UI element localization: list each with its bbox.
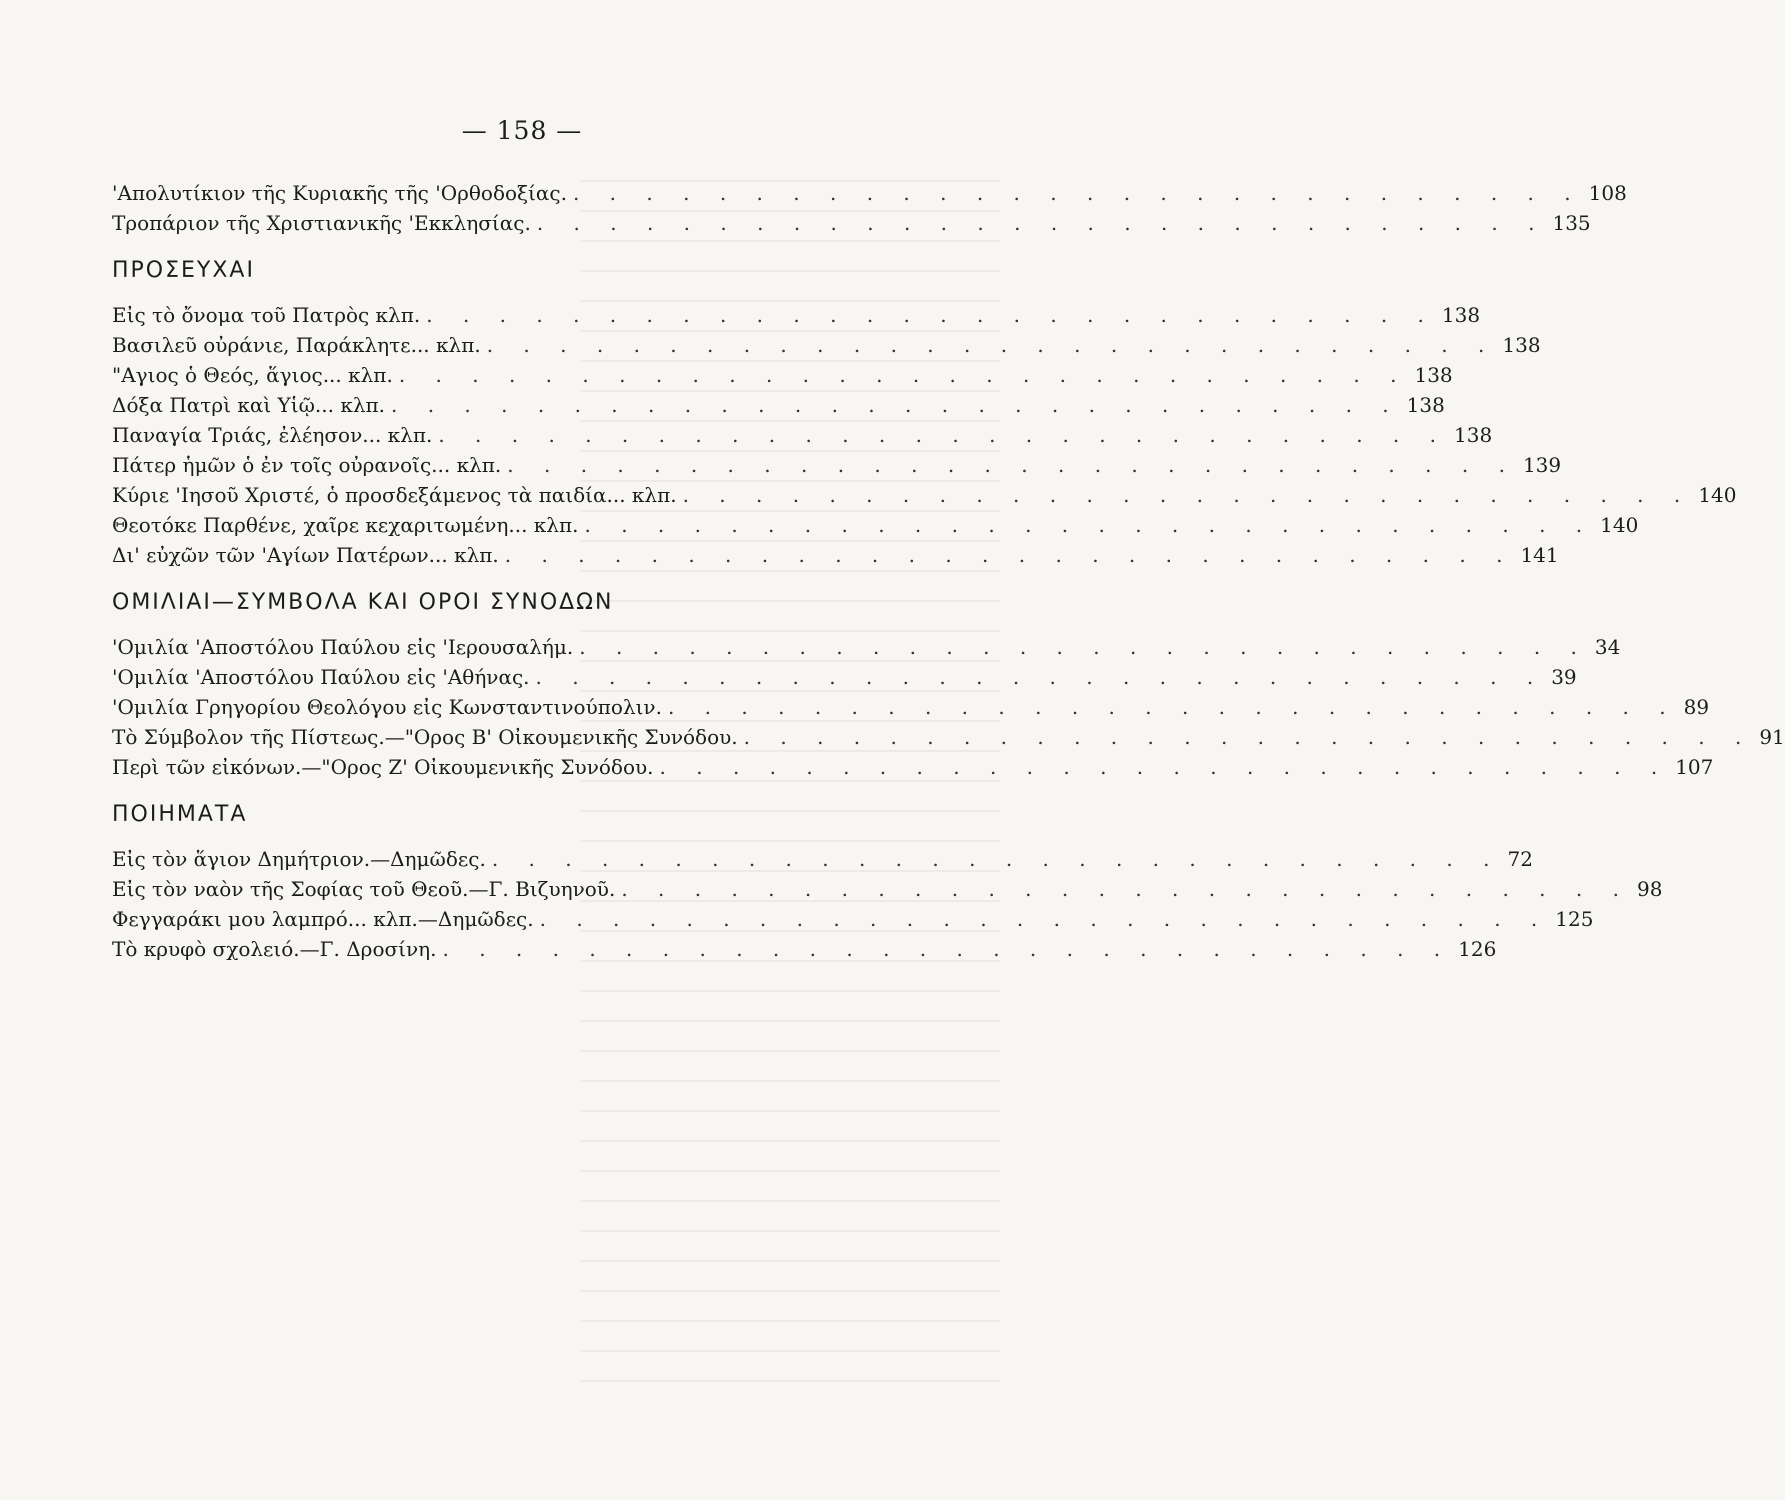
leader-dots: . . . . . . . . . . . . . . . . . . . . . . . . . . . .	[391, 393, 1401, 417]
leader-dots: . . . . . . . . . . . . . . . . . . . . . . . . . . . .	[491, 847, 1502, 871]
leader-dots: . . . . . . . . . . . . . . . . . . . . . . . . . . . .	[536, 211, 1547, 235]
leader-dots: . . . . . . . . . . . . . . . . . . . . . . . . . . . .	[442, 937, 1453, 961]
leader-dots: . . . . . . . . . . . . . . . . . . . . . . . . . . . .	[486, 333, 1497, 357]
toc-entry-title: Εἰς τὸ ὄνομα τοῦ Πατρὸς κλπ.	[112, 303, 421, 327]
toc-entry-title: Θεοτόκε Παρθένε, χαῖρε κεχαριτωμένη... κλπ.	[112, 513, 579, 537]
toc-entry	[112, 420, 1493, 450]
toc-entry-title: 'Ομιλία 'Αποστόλου Παύλου εἰς 'Αθήνας.	[112, 665, 530, 689]
toc-entry-title: Τὸ κρυφὸ σχολειό.—Γ. Δροσίνη.	[112, 937, 437, 961]
page-number: — 158 —	[461, 116, 583, 145]
leader-dots: . . . . . . . . . . . . . . . . . . . . . . . . . . . .	[659, 755, 1670, 779]
toc-entry-page: 91	[1759, 725, 1785, 749]
toc-entry-page: 139	[1522, 453, 1562, 477]
toc-entry-title: Παναγία Τριάς, ἐλέησον... κλπ.	[112, 423, 433, 447]
toc-entry-page: 138	[1406, 393, 1445, 417]
toc-entry	[112, 208, 1591, 238]
toc-entry-page: 98	[1636, 877, 1663, 901]
toc-entry-title: 'Απολυτίκιον τῆς Κυριακῆς τῆς 'Ορθοδοξίας.	[112, 181, 567, 205]
toc-entry	[112, 874, 1663, 904]
toc-entry	[112, 844, 1533, 874]
leader-dots: . . . . . . . . . . . . . . . . . . . . . . . . . . . .	[504, 543, 1515, 567]
toc-entry	[112, 632, 1621, 662]
toc-entry-title: Βασιλεῦ οὐράνιε, Παράκλητε... κλπ.	[112, 333, 481, 357]
toc-entry	[112, 390, 1445, 420]
toc-entry	[112, 692, 1710, 722]
toc-entry-title: Περὶ τῶν εἰκόνων.—"Ορος Ζ' Οἰκουμενικῆς Συνόδου.	[112, 755, 654, 779]
toc-entry-page: 140	[1698, 483, 1737, 507]
toc-entry	[112, 722, 1785, 752]
toc-entry	[112, 662, 1577, 692]
toc-entry-page: 39	[1551, 665, 1577, 689]
toc-entry	[112, 904, 1594, 934]
toc-entry-page: 108	[1588, 181, 1627, 205]
leader-dots: . . . . . . . . . . . . . . . . . . . . . . . . . . . .	[398, 363, 1409, 387]
toc-entry-title: Δι' εὐχῶν τῶν 'Αγίων Πατέρων... κλπ.	[112, 543, 499, 567]
toc-entry-page: 125	[1555, 907, 1594, 931]
toc-entry-page: 72	[1507, 847, 1533, 871]
toc-entry	[112, 450, 1562, 480]
leader-dots: . . . . . . . . . . . . . . . . . . . . . . . . . . . .	[621, 877, 1631, 901]
leader-dots: . . . . . . . . . . . . . . . . . . . . . . . . . . . .	[572, 181, 1583, 205]
leader-dots: . . . . . . . . . . . . . . . . . . . . . . . . . . . .	[507, 453, 1517, 477]
toc-entry-title: Φεγγαράκι μου λαμπρό... κλπ.—Δημῶδες.	[112, 907, 534, 931]
toc-entry	[112, 480, 1737, 510]
toc-entry	[112, 934, 1497, 964]
leader-dots: . . . . . . . . . . . . . . . . . . . . . . . . . . . .	[579, 635, 1589, 659]
toc-entry-page: 89	[1683, 695, 1710, 719]
toc-entry-page: 34	[1594, 635, 1621, 659]
leader-dots: . . . . . . . . . . . . . . . . . . . . . . . . . . . .	[539, 907, 1550, 931]
leader-dots: . . . . . . . . . . . . . . . . . . . . . . . . . . . .	[743, 725, 1754, 749]
toc-entry-page: 107	[1675, 755, 1714, 779]
leader-dots: . . . . . . . . . . . . . . . . . . . . . . . . . . . .	[667, 695, 1678, 719]
toc-entry-title: Εἰς τὸν ναὸν τῆς Σοφίας τοῦ Θεοῦ.—Γ. Βιζυηνοῦ.	[112, 877, 616, 901]
toc-entry	[112, 510, 1639, 540]
leader-dots: . . . . . . . . . . . . . . . . . . . . . . . . . . . .	[438, 423, 1449, 447]
leader-dots: . . . . . . . . . . . . . . . . . . . . . . . . . . . .	[584, 513, 1595, 537]
toc-entry-page: 138	[1454, 423, 1493, 447]
toc-entry-page: 138	[1441, 303, 1481, 327]
leader-dots: . . . . . . . . . . . . . . . . . . . . . . . . . . . .	[535, 665, 1546, 689]
toc-entry	[112, 330, 1541, 360]
section-heading-poems: ΠΟΙΗΜΑΤΑ	[112, 802, 248, 827]
toc-entry	[112, 360, 1453, 390]
table-of-contents	[112, 178, 1785, 964]
toc-entry-page: 138	[1414, 363, 1453, 387]
toc-entry	[112, 300, 1481, 330]
toc-entry-page: 140	[1600, 513, 1639, 537]
leader-dots: . . . . . . . . . . . . . . . . . . . . . . . . . . . .	[426, 303, 1436, 327]
toc-entry-title: Τὸ Σύμβολον τῆς Πίστεως.—"Ορος Β' Οἰκουμενικῆς Συνόδου.	[112, 725, 738, 749]
toc-entry	[112, 540, 1559, 570]
toc-entry-title: Κύριε 'Ιησοῦ Χριστέ, ὁ προσδεξάμενος τὰ παιδία... κλπ.	[112, 483, 677, 507]
toc-entry	[112, 752, 1714, 782]
toc-entry-title: Τροπάριον τῆς Χριστιανικῆς 'Εκκλησίας.	[112, 211, 531, 235]
toc-entry-page: 126	[1458, 937, 1497, 961]
section-heading-homilies: ΟΜΙΛΙΑΙ—ΣΥΜΒΟΛΑ ΚΑΙ ΟΡΟΙ ΣΥΝΟΔΩΝ	[112, 590, 614, 615]
toc-entry-title: Εἰς τὸν ἅγιον Δημήτριον.—Δημῶδες.	[112, 847, 486, 871]
toc-entry-page: 135	[1552, 211, 1591, 235]
section-heading-prayers: ΠΡΟΣΕΥΧΑΙ	[112, 258, 255, 283]
toc-entry-title: 'Ομιλία 'Αποστόλου Παύλου εἰς 'Ιερουσαλήμ.	[112, 635, 574, 659]
leader-dots: . . . . . . . . . . . . . . . . . . . . . . . . . . . .	[682, 483, 1693, 507]
toc-entry-title: "Αγιος ὁ Θεός, ἅγιος... κλπ.	[112, 363, 393, 387]
toc-entry-page: 141	[1520, 543, 1559, 567]
toc-entry	[112, 178, 1627, 208]
toc-entry-page: 138	[1502, 333, 1541, 357]
toc-entry-title: Δόξα Πατρὶ καὶ Υἱῷ... κλπ.	[112, 393, 385, 417]
toc-entry-title: Πάτερ ἡμῶν ὁ ἐν τοῖς οὐρανοῖς... κλπ.	[112, 453, 502, 477]
toc-entry-title: 'Ομιλία Γρηγορίου Θεολόγου εἰς Κωνσταντινούπολιν.	[112, 695, 662, 719]
